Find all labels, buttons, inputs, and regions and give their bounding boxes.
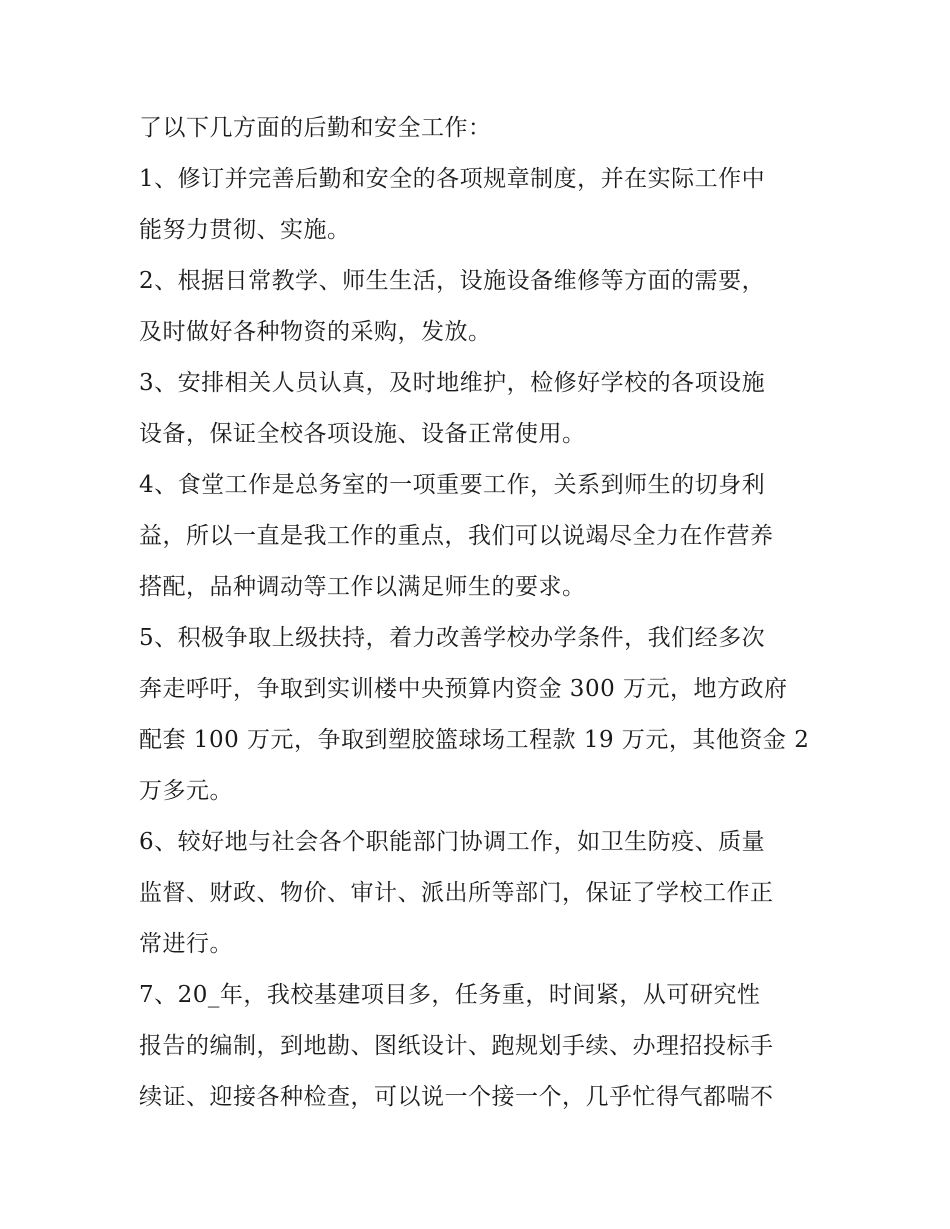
text-line: 4、食堂工作是总务室的一项重要工作，关系到师生的切身利 xyxy=(139,472,766,498)
text-line: 益，所以一直是我工作的重点，我们可以说竭尽全力在作营养 xyxy=(139,523,774,549)
text-line: 万多元。 xyxy=(139,778,233,804)
paragraph-item-2 xyxy=(139,263,839,351)
paragraph-item-7 xyxy=(139,977,839,1116)
text-line: 设备，保证全校各项设施、设备正常使用。 xyxy=(139,421,586,447)
text-line: 报告的编制，到地勘、图纸设计、跑规划手续、办理招投标手 xyxy=(139,1033,774,1059)
paragraph-item-5 xyxy=(139,620,839,810)
text-line: 搭配，品种调动等工作以满足师生的要求。 xyxy=(139,574,586,600)
text-line: 7、20_年，我校基建项目多，任务重，时间紧，从可研究性 xyxy=(139,982,761,1008)
paragraph-item-6 xyxy=(139,824,839,963)
text-line: 配套 100 万元，争取到塑胶篮球场工程款 19 万元，其他资金 2 xyxy=(139,727,810,753)
text-line: 了以下几方面的后勤和安全工作： xyxy=(139,115,492,141)
paragraph-item-1 xyxy=(139,161,839,249)
text-line: 1、修订并完善后勤和安全的各项规章制度，并在实际工作中 xyxy=(139,166,766,192)
paragraph-item-3 xyxy=(139,365,839,453)
paragraph-intro xyxy=(139,110,839,147)
text-line: 2、根据日常教学、师生生活，设施设备维修等方面的需要， xyxy=(139,268,766,294)
paragraph-item-4 xyxy=(139,467,839,606)
text-line: 监督、财政、物价、审计、派出所等部门，保证了学校工作正 xyxy=(139,880,774,906)
text-line: 常进行。 xyxy=(139,931,233,957)
document-body xyxy=(139,110,839,1130)
text-line: 6、较好地与社会各个职能部门协调工作，如卫生防疫、质量 xyxy=(139,829,766,855)
text-line: 及时做好各种物资的采购，发放。 xyxy=(139,319,492,345)
text-line: 能努力贯彻、实施。 xyxy=(139,217,351,243)
text-line: 3、安排相关人员认真，及时地维护，检修好学校的各项设施 xyxy=(139,370,766,396)
text-line: 续证、迎接各种检查，可以说一个接一个，几乎忙得气都喘不 xyxy=(139,1084,774,1110)
text-line: 奔走呼吁，争取到实训楼中央预算内资金 300 万元，地方政府 xyxy=(139,676,788,702)
text-line: 5、积极争取上级扶持，着力改善学校办学条件，我们经多次 xyxy=(139,625,766,651)
